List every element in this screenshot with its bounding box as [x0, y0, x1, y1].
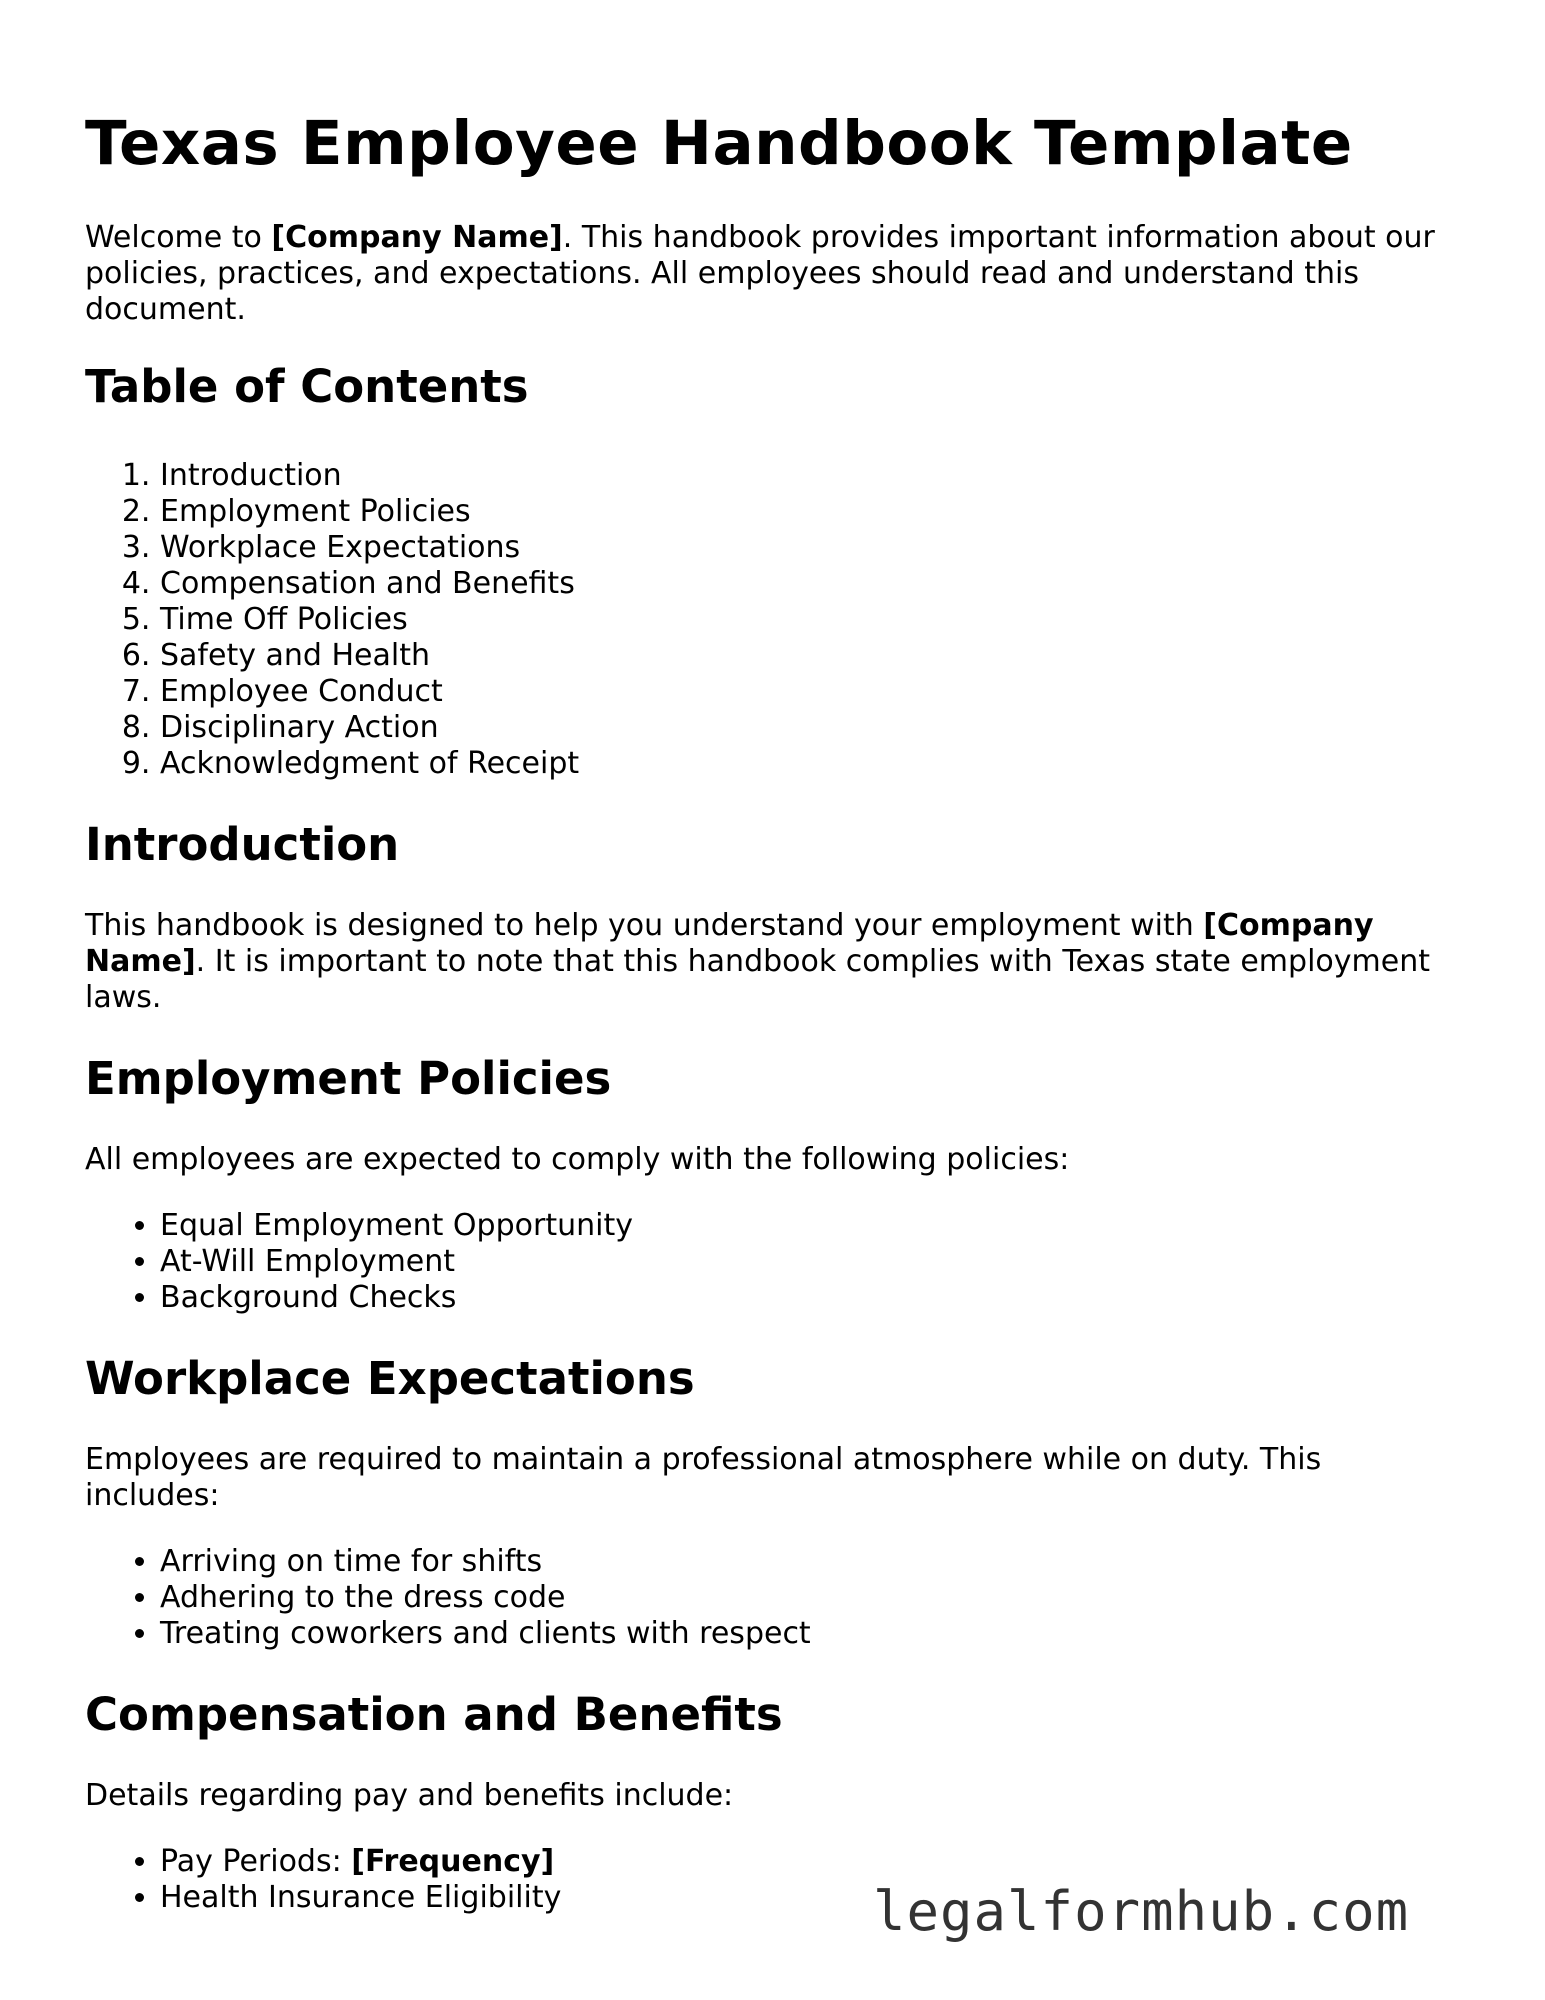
list-item: • Equal Employment Opportunity — [160, 1208, 1465, 1244]
employment-policies-list — [85, 1208, 1465, 1316]
introduction-heading: Introduction — [85, 818, 400, 871]
compensation-paragraph: Details regarding pay and benefits include: — [85, 1778, 734, 1813]
company-name-placeholder: [Company Name] — [85, 908, 1374, 979]
toc-item: 7. Employee Conduct — [160, 674, 1465, 710]
list-item: • Treating coworkers and clients with respect — [160, 1616, 1465, 1652]
introduction-text-after: . It is important to note that this handbook complies with Texas state employment laws. — [85, 944, 1430, 1015]
compensation-heading: Compensation and Benefits — [85, 1688, 783, 1741]
toc-item: 9. Acknowledgment of Receipt — [160, 746, 1465, 782]
toc-item: 4. Compensation and Benefits — [160, 566, 1465, 602]
welcome-paragraph — [85, 220, 1465, 328]
list-item: • Arriving on time for shifts — [160, 1544, 1465, 1580]
employment-policies-heading: Employment Policies — [85, 1052, 612, 1105]
workplace-expectations-paragraph: Employees are required to maintain a professional atmosphere while on duty. This includes: — [85, 1442, 1322, 1513]
toc-item: 2. Employment Policies — [160, 494, 1465, 530]
employment-policies-paragraph: All employees are expected to comply with the following policies: — [85, 1142, 1070, 1177]
frequency-placeholder: [Frequency] — [351, 1844, 555, 1879]
toc-item: 8. Disciplinary Action — [160, 710, 1465, 746]
list-item: • At-Will Employment — [160, 1244, 1465, 1280]
workplace-expectations-heading: Workplace Expectations — [85, 1352, 695, 1405]
workplace-expectations-list — [85, 1544, 1465, 1652]
introduction-text-before: This handbook is designed to help you understand your employment with — [85, 908, 1204, 943]
list-item: • Background Checks — [160, 1280, 1465, 1316]
company-name-placeholder: [Company Name] — [271, 220, 563, 255]
toc-list — [85, 458, 1465, 782]
document-page — [85, 90, 1465, 1952]
toc-item: 3. Workplace Expectations — [160, 530, 1465, 566]
document-title: Texas Employee Handbook Template — [85, 108, 1353, 179]
toc-item: 5. Time Off Policies — [160, 602, 1465, 638]
list-item: • Adhering to the dress code — [160, 1580, 1465, 1616]
introduction-paragraph — [85, 908, 1465, 1016]
pay-periods-label: Pay Periods: — [160, 1844, 352, 1879]
toc-item: 6. Safety and Health — [160, 638, 1465, 674]
watermark: legalformhub.com — [873, 1880, 1410, 1943]
toc-heading: Table of Contents — [85, 360, 529, 413]
list-item: • Health Insurance Eligibility — [160, 1880, 1465, 1916]
toc-item: 1. Introduction — [160, 458, 1465, 494]
list-item — [160, 1844, 1465, 1880]
welcome-text-before: Welcome to — [85, 220, 272, 255]
welcome-text-after: . This handbook provides important information about our policies, practices, and expectations. All employees should read and understand this document. — [85, 220, 1435, 327]
